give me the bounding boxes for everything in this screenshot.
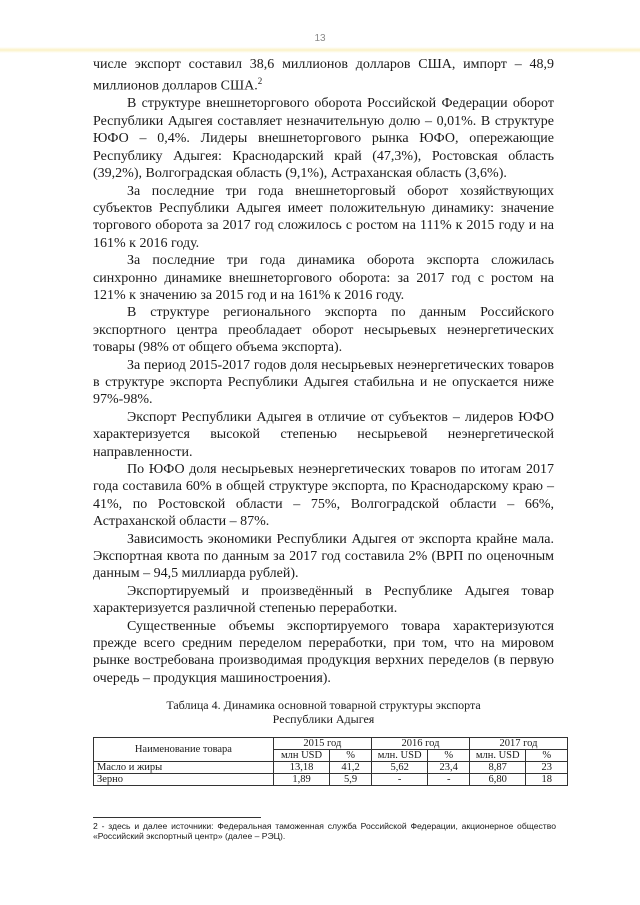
table-caption-line1: Таблица 4. Динамика основной товарной структуры экспорта bbox=[166, 698, 481, 713]
year-header-2015: 2015 год bbox=[273, 738, 371, 750]
unit-header-2016: млн. USD bbox=[371, 750, 427, 762]
paragraph-2: В структуре внешнеторгового оборота Российской Федерации оборот Республики Адыгея составляет незначительную долю – 0,01%. В структуре ЮФО – 0,4%. Лидеры внешнеторгового рынка ЮФО, опережающие Республику Адыгея: Краснодарский край (47,3%), Ростовская область (39,2%), Волгоградская область (9,1%), Астраханская область (3,6%). bbox=[93, 96, 554, 182]
unit-header-2017: млн. USD bbox=[470, 750, 526, 762]
paragraph-4: За последние три года динамика оборота экспорта сложилась синхронно динамике внешнеторгового оборота: за 2017 год с ростом на 121% к значению за 2015 год и на 161% к 2016 году. bbox=[93, 253, 554, 303]
row-name: Зерно bbox=[94, 774, 274, 786]
footnote: 2 - здесь и далее источники: Федеральная таможенная служба Российской Федерации, акционерное общество «Российский экспортный центр» (далее – РЭЦ). bbox=[93, 821, 556, 841]
cell-value: 5,62 bbox=[371, 762, 427, 774]
page-body bbox=[93, 56, 554, 786]
name-header-cell: Наименование товара bbox=[94, 738, 274, 762]
paragraph-8: По ЮФО доля несырьевых неэнергетических товаров по итогам 2017 года составила 60% в общей структуре экспорта, по Краснодарскому краю – 41%, по Ростовской области – 75%, Волгоградской области – 66%, Астраханской области – 87%. bbox=[93, 462, 554, 530]
footnote-separator bbox=[93, 817, 261, 818]
paragraph-1 bbox=[93, 56, 554, 95]
cell-value: 23 bbox=[526, 762, 568, 774]
paragraph-6: За период 2015-2017 годов доля несырьевых неэнергетических товаров в структуре экспорта Республики Адыгея стабильна и не опускается ниже 97%-98%. bbox=[93, 357, 554, 408]
paragraph-5: В структуре регионального экспорта по данным Российского экспортного центра преобладает оборот несырьевых неэнергетических товары (98% от общего объема экспорта). bbox=[93, 305, 554, 356]
year-header-2016: 2016 год bbox=[371, 738, 469, 750]
paragraph-7: Экспорт Республики Адыгея в отличие от субъектов – лидеров ЮФО характеризуется высокой степенью несырьевой неэнергетической направленности. bbox=[93, 409, 554, 460]
cell-value: 6,80 bbox=[470, 774, 526, 786]
page-number: 13 bbox=[314, 33, 326, 44]
paragraph-3: За последние три года внешнеторговый оборот хозяйствующих субъектов Республики Адыгея имеет положительную динамику: значение торгового оборота за 2017 год сложилось с ростом на 111% к 2015 году и на 161% к 2016 году. bbox=[93, 183, 554, 251]
paragraph-11: Существенные объемы экспортируемого товара характеризуются прежде всего средним переделом переработки, при том, что на мировом рынке востребована производимая продукция верхних переделов (в первую очередь – продукция машиностроения). bbox=[93, 618, 554, 686]
table-row bbox=[94, 762, 568, 774]
export-structure-table bbox=[93, 737, 568, 786]
table-caption-line2: Республики Адыгея bbox=[272, 712, 375, 727]
year-header-2017: 2017 год bbox=[470, 738, 568, 750]
pct-header-2017: % bbox=[526, 750, 568, 762]
cell-value: 5,9 bbox=[330, 774, 372, 786]
cell-value: 13,18 bbox=[273, 762, 329, 774]
cell-value: - bbox=[428, 774, 470, 786]
cell-value: 18 bbox=[526, 774, 568, 786]
cell-value: 1,89 bbox=[273, 774, 329, 786]
pct-header-2016: % bbox=[428, 750, 470, 762]
paragraph-9: Зависимость экономики Республики Адыгея от экспорта крайне мала. Экспортная квота по данным за 2017 год составила 2% (ВРП по оценочным данным – 94,5 миллиарда рублей). bbox=[93, 531, 554, 582]
table-header-row bbox=[94, 738, 568, 750]
cell-value: - bbox=[371, 774, 427, 786]
row-name: Масло и жиры bbox=[94, 762, 274, 774]
cell-value: 41,2 bbox=[330, 762, 372, 774]
cell-value: 8,87 bbox=[470, 762, 526, 774]
table-caption bbox=[93, 698, 554, 726]
table-row bbox=[94, 774, 568, 786]
footnote-ref: 2 bbox=[257, 76, 263, 87]
pct-header-2015: % bbox=[330, 750, 372, 762]
unit-header-2015: млн USD bbox=[273, 750, 329, 762]
paragraph-10: Экспортируемый и произведённый в Республике Адыгея товар характеризуется различной степенью переработки. bbox=[93, 583, 554, 617]
paragraph-1-text: числе экспорт составил 38,6 миллионов долларов США, импорт – 48,9 миллионов долларов США. bbox=[93, 57, 554, 95]
highlight-strip bbox=[0, 47, 640, 53]
cell-value: 23,4 bbox=[428, 762, 470, 774]
